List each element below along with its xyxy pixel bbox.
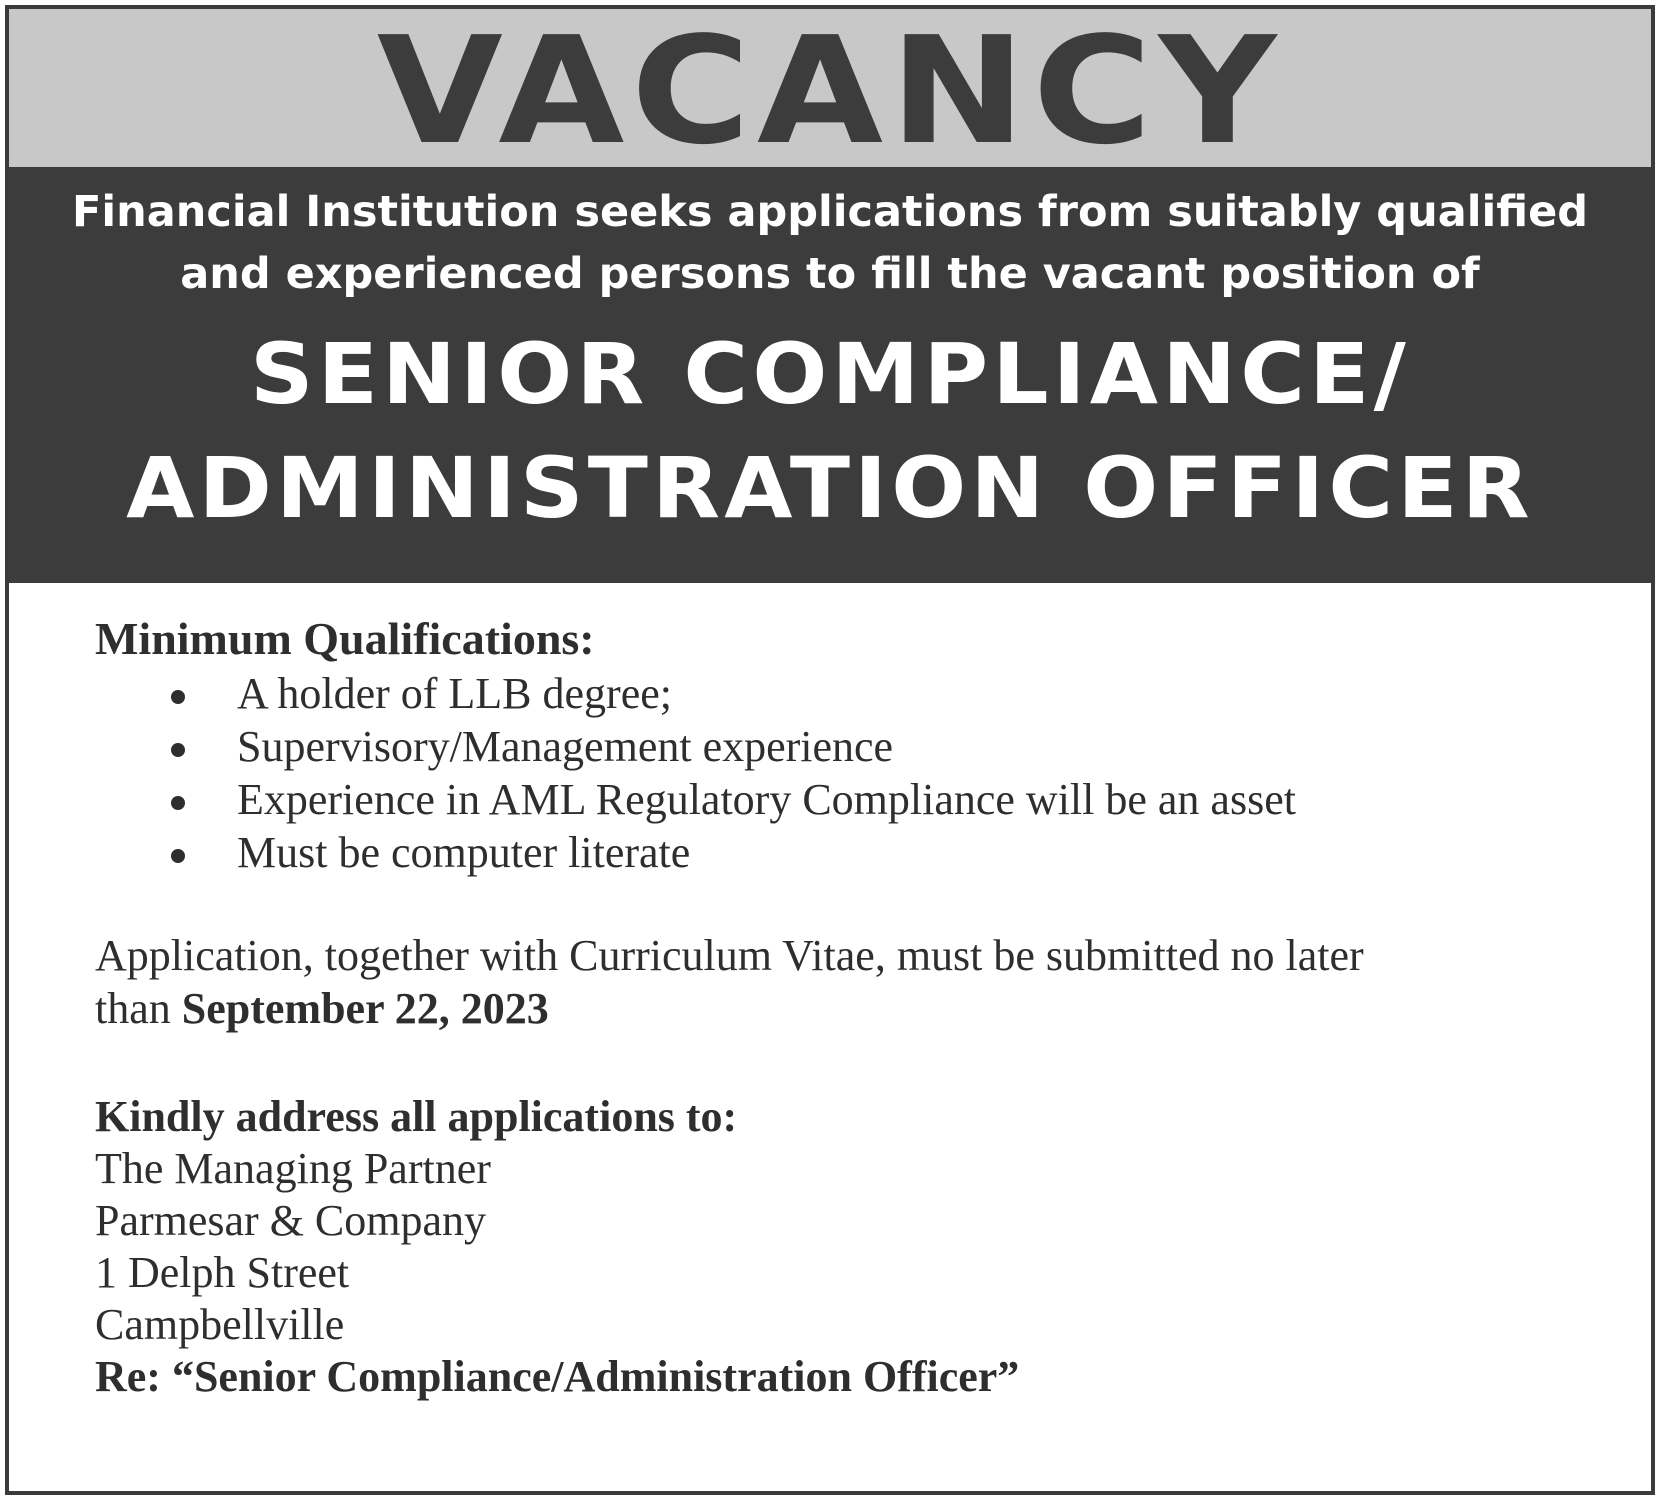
vacancy-title: VACANCY	[376, 9, 1284, 167]
bullet-icon	[171, 849, 185, 863]
qualification-text: Experience in AML Regulatory Compliance will be an asset	[237, 775, 1296, 824]
deadline-line-2	[95, 982, 1651, 1035]
bullet-icon	[171, 796, 185, 810]
deadline-line-1: Application, together with Curriculum Vitae, must be submitted no later	[95, 931, 1364, 980]
position-title-line-2: ADMINISTRATION OFFICER	[126, 439, 1534, 537]
qualification-item	[95, 773, 1651, 826]
qualification-text: Supervisory/Management experience	[237, 722, 894, 771]
bullet-icon	[171, 690, 185, 704]
address-line: 1 Delph Street	[95, 1248, 350, 1297]
qualification-text: Must be computer literate	[237, 828, 691, 877]
qualification-item	[95, 720, 1651, 773]
qualification-text: A holder of LLB degree;	[237, 669, 672, 718]
bullet-icon	[171, 743, 185, 757]
address-line: Campbellville	[95, 1300, 345, 1349]
qualification-item	[95, 826, 1651, 879]
vacancy-advertisement	[5, 5, 1655, 1495]
vacancy-header-band	[9, 9, 1651, 167]
deadline-prefix: than	[95, 984, 182, 1033]
ad-body	[9, 583, 1651, 1403]
position-title-line-1: SENIOR COMPLIANCE/	[249, 325, 1411, 423]
position-band	[9, 167, 1651, 583]
address-line: Parmesar & Company	[95, 1196, 487, 1245]
address-heading: Kindly address all applications to:	[95, 1092, 738, 1141]
deadline-date: September 22, 2023	[181, 984, 549, 1033]
address-line: The Managing Partner	[95, 1144, 491, 1193]
mailing-address	[95, 1091, 1651, 1403]
qualification-item	[95, 667, 1651, 720]
intro-line-2: and experienced persons to fill the vacant position of	[180, 249, 1480, 299]
application-deadline	[95, 929, 1651, 1035]
reference-line: Re: “Senior Compliance/Administration Officer”	[95, 1352, 1020, 1401]
intro-line-1: Financial Institution seeks applications from suitably qualified	[71, 187, 1589, 237]
qualifications-list	[95, 667, 1651, 879]
qualifications-heading: Minimum Qualifications:	[95, 613, 595, 664]
